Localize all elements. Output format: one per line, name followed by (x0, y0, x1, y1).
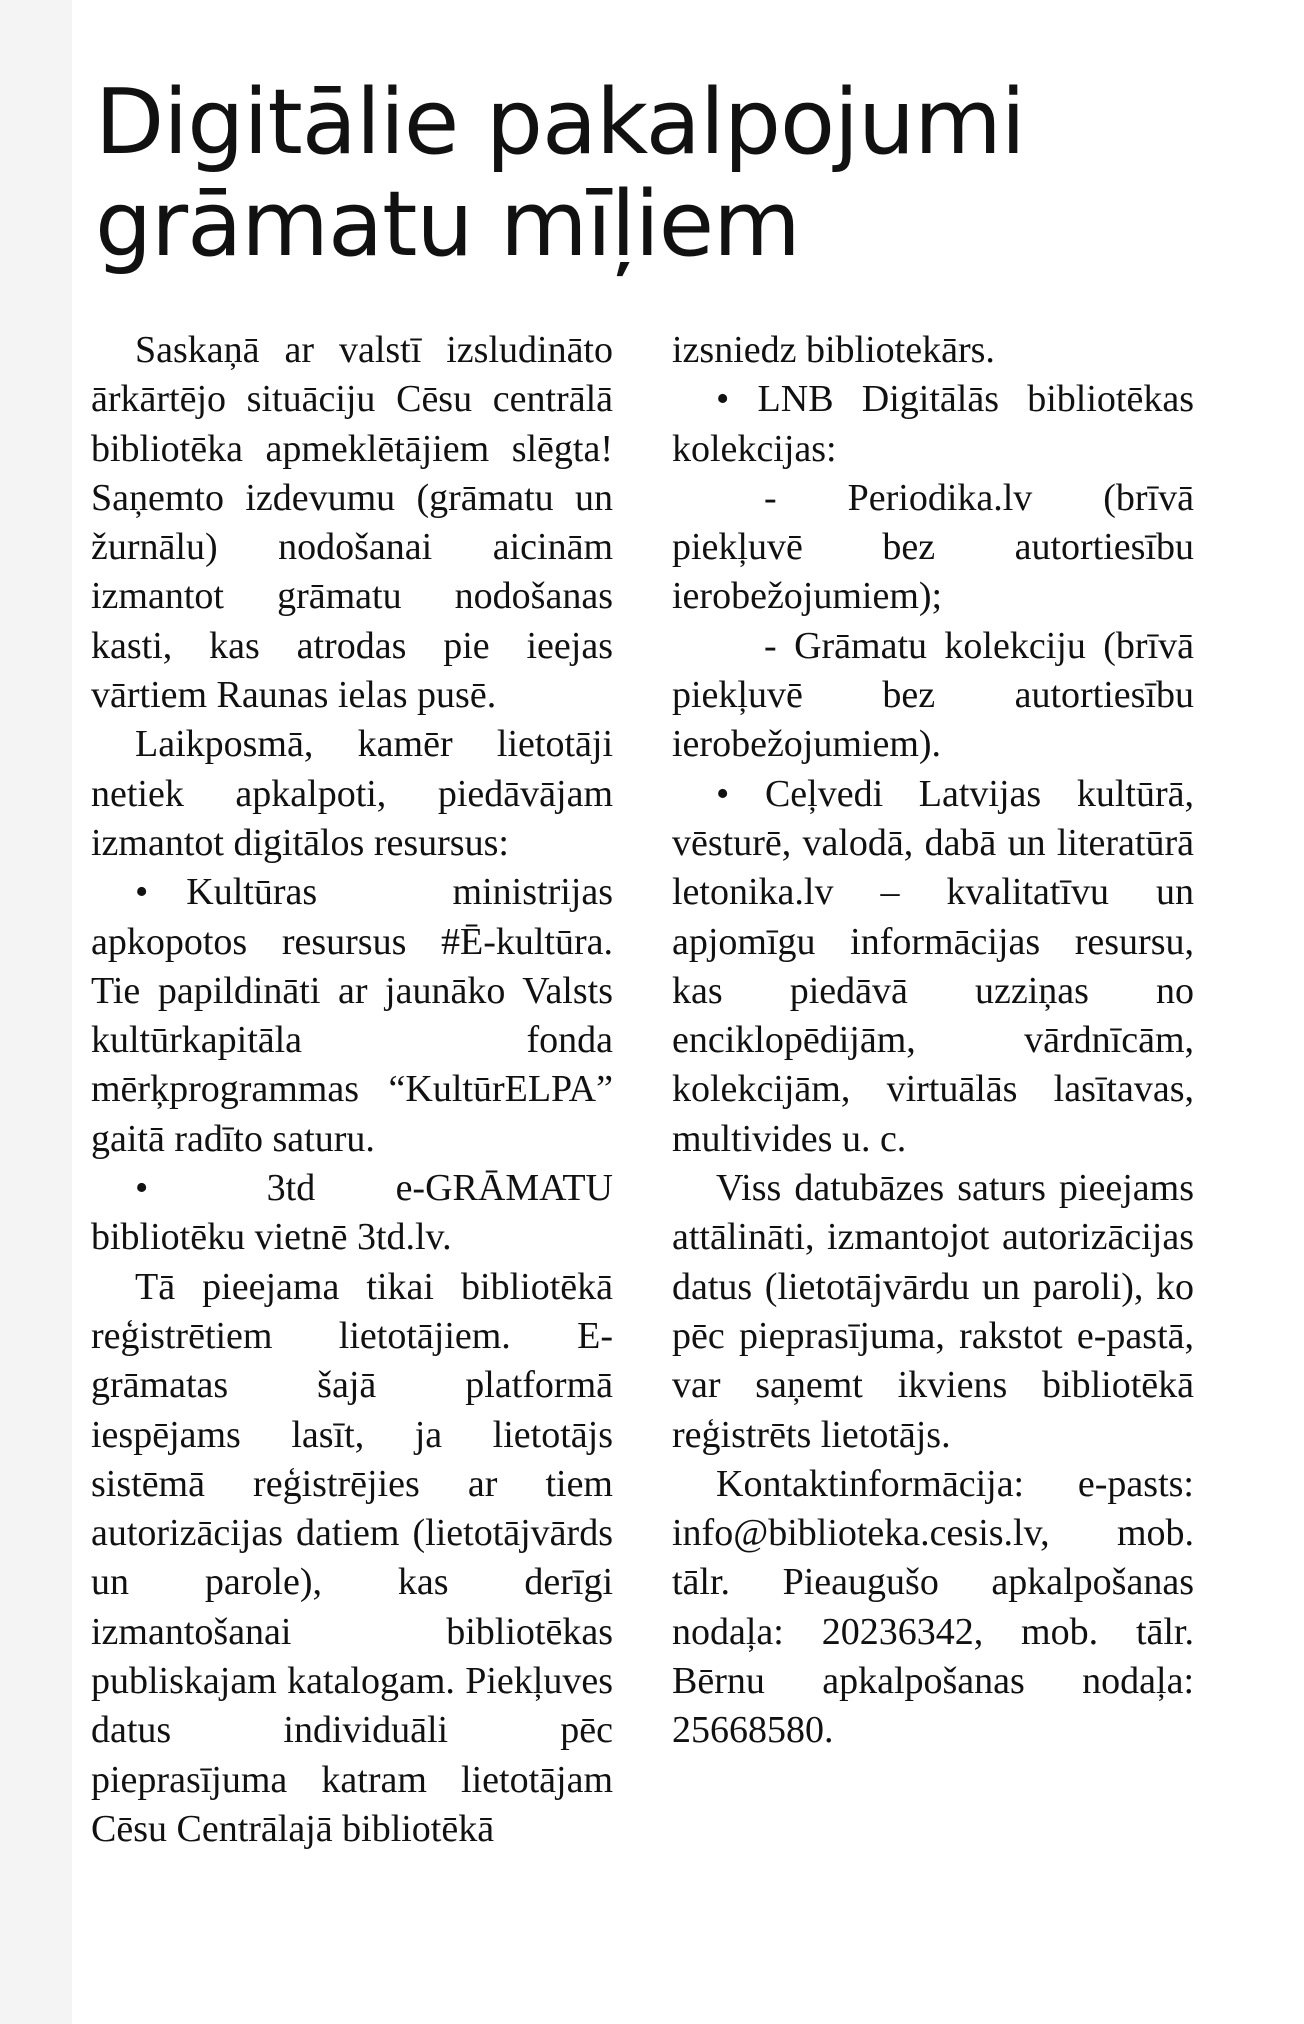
paragraph-contact-info: Kontaktinformācija: e-pasts: info@biblioteka.cesis.lv, mob. tālr. Pieaugušo apkalpošanas nodaļa: 20236342, mob. tālr. Bērnu apkalpošanas nodaļa: 25668580. (672, 1462, 1194, 1752)
article-left-column (91, 326, 613, 1854)
bullet-letonika: • Ceļvedi Latvijas kultūrā, vēsturē, valodā, dabā un literatūrā letonika.lv – kvalitatīvu un apjomīgu informācijas resursu, kas piedāvā uzziņas no enciklopēdijām, vārdnīcām, kolekcijām, virtuālās lasītavas, multivides u. c. (672, 772, 1194, 1160)
article-headline (95, 72, 1215, 276)
paragraph-library-closed: Saskaņā ar valstī izsludināto ārkārtējo situāciju Cēsu centrālā bibliotēka apmeklētājiem slēgta! Saņemto izdevumu (grāmatu un žurnālu) nodošanai aicinām izmantot grāmatu nodošanas kasti, kas atrodas pie ieejas vārtiem Raunas ielas pusē. (91, 329, 613, 717)
subitem-gramatu-kolekcija: - Grāmatu kolekciju (brīvā piekļuvē bez autortiesību ierobežojumiem). (672, 624, 1194, 766)
bullet-e-kultura: • Kultūras ministrijas apkopotos resursus #Ē-kultūra. Tie papildināti ar jaunāko Valsts kultūrkapitāla fonda mērķprogrammas “KultūrELPA” gaitā radīto saturu. (91, 871, 613, 1160)
paragraph-3td-access-continued: izsniedz bibliotekārs. (672, 329, 995, 371)
subitem-periodika: - Periodika.lv (brīvā piekļuvē bez autortiesību ierobežojumiem); (672, 476, 1194, 618)
bullet-lnb-digital-library: • LNB Digitālās bibliotēkas kolekcijas: (672, 378, 1194, 470)
article-right-column (672, 326, 1194, 1756)
paragraph-3td-access: Tā pieejama tikai bibliotēkā reģistrētiem lietotājiem. E-grāmatas šajā platformā iespējams lasīt, ja lietotājs sistēmā reģistrējies ar tiem autorizācijas datiem (lietotājvārds un parole), kas derīgi izmantošanai bibliotēkas publiskajam katalogam. Piekļuves datus individuāli pēc pieprasījuma katram lietotājam Cēsu Centrālajā bibliotēkā (91, 1265, 613, 1850)
headline-line-1: Digitālie pakalpojumi (95, 70, 1025, 175)
bullet-3td-egramatu: • 3td e-GRĀMATU bibliotēku vietnē 3td.lv. (91, 1167, 613, 1259)
headline-line-2: grāmatu mīļiem (95, 172, 800, 277)
paragraph-digital-resources-intro: Laikposmā, kamēr lietotāji netiek apkalpoti, piedāvājam izmantot digitālos resursus: (91, 723, 613, 864)
paragraph-remote-access: Viss datubāzes saturs pieejams attālināti, izmantojot autorizācijas datus (lietotājvārdu un paroli), ko pēc pieprasījuma, rakstot e-pastā, var saņemt ikviens bibliotēkā reģistrēts lietotājs. (672, 1167, 1194, 1456)
page-margin-strip (0, 0, 72, 2024)
